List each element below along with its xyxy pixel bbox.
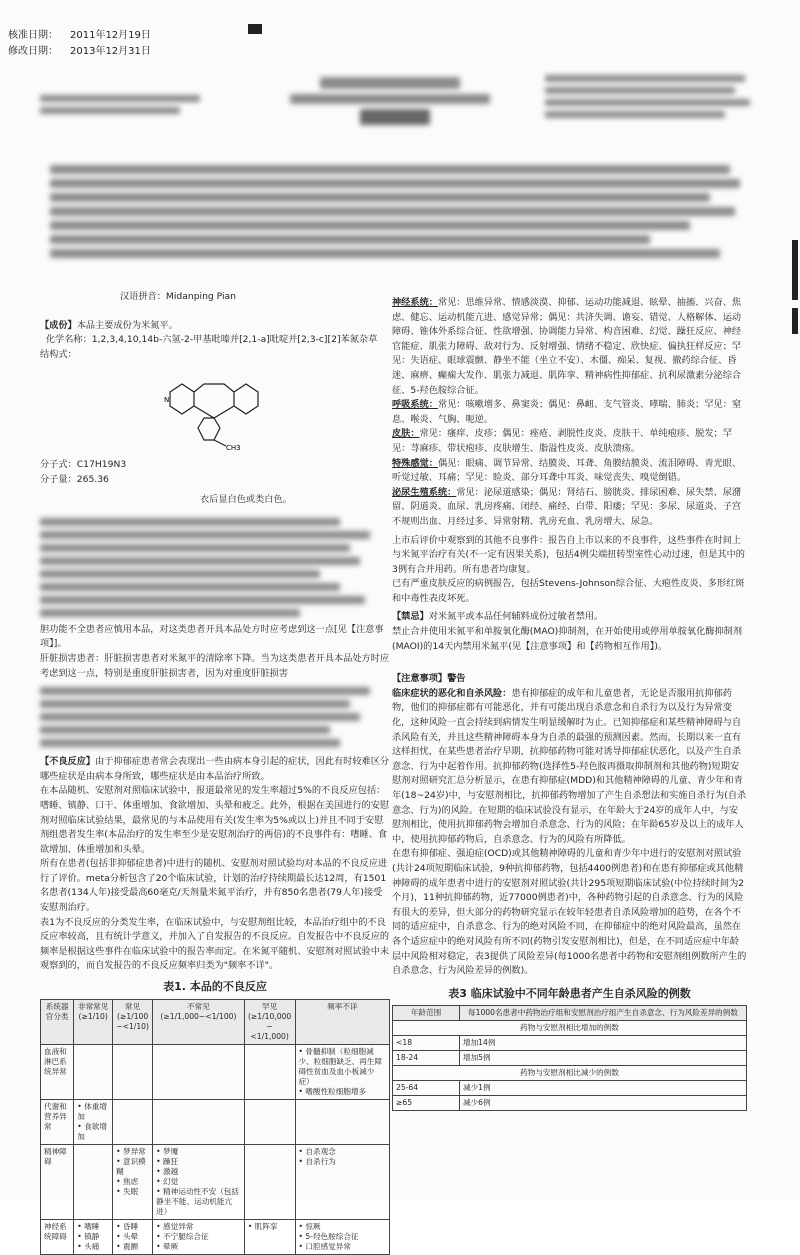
adverse-by-system bbox=[392, 296, 747, 530]
table-cell bbox=[74, 1144, 113, 1219]
table-header-cell: 常见 (≥1/100 ~<1/10) bbox=[113, 999, 153, 1044]
system-adverse-entry bbox=[392, 486, 747, 530]
redacted-block bbox=[40, 518, 390, 617]
chemical-name: 化学名称：1,2,3,4,10,14b-六氢-2-甲基吡嗪并[2,1-a]吡啶并[2,3-c][2]苯氮杂草 bbox=[45, 334, 378, 346]
table-cell: 减少1例 bbox=[460, 1081, 747, 1096]
system-label: 呼吸系统： bbox=[392, 399, 438, 411]
document-header bbox=[8, 28, 151, 60]
appearance-fragment: 衣后显白色或类白色。 bbox=[200, 494, 292, 506]
system-label: 神经系统： bbox=[392, 297, 438, 308]
table-cell: • 骨髓抑制（粒细胞减少、粒细胞缺乏、再生障碍性贫血及血小板减少症） • 嗜酸性粒细胞增多 bbox=[295, 1044, 390, 1099]
structure-label: 结构式： bbox=[40, 348, 77, 360]
structural-formula bbox=[160, 362, 270, 452]
adverse-p2: 在本品随机、安慰剂对照临床试验中，报道最常见的发生率超过5%的不良反应包括：嗜睡、镇静、口干、体重增加、食欲增加、头晕和疲乏。此外，根据在美国进行的安慰剂对照临床试验结果，最常见的与本品使用有关(发生率为5%或以上)并且不同于安慰剂组患者发生率(本品治疗的发生率至少是安慰剂治疗的两倍)的不良事件有：嗜睡、食欲增加、体重增加和头晕。 bbox=[40, 785, 390, 855]
system-label: 特殊感觉： bbox=[392, 457, 438, 469]
table-cell bbox=[153, 1044, 245, 1099]
hepatic-note-1: 胆功能不全患者应慎用本品，对这类患者开具本品处方时应考虑到这一点[见【注意事项】]。 bbox=[40, 623, 384, 650]
table-cell bbox=[113, 1099, 153, 1144]
precautions-heading: 【注意事项】警告 bbox=[392, 673, 466, 685]
approval-date-line: 核准日期： 2011年12月19日 bbox=[8, 30, 151, 41]
table-cell: <18 bbox=[393, 1036, 460, 1051]
adverse-p4: 表1为不良反应的分类发生率，在临床试验中，与安慰剂组比较，本品治疗组中的不良反应率较高，且有统计学意义，并加入了自发报告的不良反应。自发报告中不良反应的频率是根据这些事件在临床试验中的报告率而定。在米氮平随机、安慰剂对照试验中未观察到的，而自发报告的不良反应频率归类为"频率不详"。 bbox=[40, 916, 390, 972]
table-cell: 25-64 bbox=[393, 1081, 460, 1096]
system-text: 常见：咳嗽增多、鼻窦炎；偶见：鼻衄、支气管炎、哮喘、肺炎；罕见：窒息、喉炎、气胸、呃逆。 bbox=[392, 399, 742, 425]
table-row bbox=[41, 1099, 390, 1144]
suicide-risk-table bbox=[392, 1005, 747, 1111]
table-cell: 减少6例 bbox=[460, 1096, 747, 1111]
edge-mark bbox=[792, 308, 798, 334]
edge-mark bbox=[792, 240, 798, 300]
svg-text:N: N bbox=[164, 396, 170, 405]
revision-date-line: 修改日期： 2013年12月31日 bbox=[8, 46, 151, 57]
system-adverse-entry bbox=[392, 457, 747, 486]
left-column bbox=[40, 290, 390, 1255]
precautions-p2: 在患有抑郁症、强迫症(OCD)或其他精神障碍的儿童和青少年中进行的安慰剂对照试验(共计24项短期临床试验，9种抗抑郁药物，包括4400例患者)和在患有抑郁症或其他精神障碍的成年患者中进行的安慰剂对照试验(共计295项短期临床试验(中位持续时间为2个月)，11种抗抑郁药物，近77000例患者)中，各种药物引起的自杀意念、行为的风险有很大的差异，但大部分的药物研究显示在较年轻患者自杀风险增加的趋势，在各个不同的适应症中，自杀意念、行为的绝对风险不同，在抑郁症中的绝对风险最高，虽然在各个适应症中的绝对风险有所不同(药物引发安慰剂相比)，但是，在不同适应症中年龄层中风险相对稳定，表3提供了风险差异(每1000名患者中药物和安慰剂组例数所产生的自杀意念、行为风险差异的例数)。 bbox=[392, 848, 747, 977]
system-label: 皮肤： bbox=[392, 428, 420, 440]
table-cell: 血液和淋巴系统异常 bbox=[41, 1044, 74, 1099]
precautions-p1: 临床症状的恶化和自杀风险：患有抑郁症的成年和儿童患者，无论是否服用抗抑郁药物，他们的抑郁症都有可能恶化，并有可能出现自杀意念和自杀行为以及行为异常变化，这种风险一直会持续到病情发生明显缓解时为止。已知抑郁症和某些精神障碍与自杀风险有关，并且这些精神障碍本身为自杀的最强的预测因素。然而，长期以来一直有这样担忧，在某些患者治疗早期，抗抑郁药物可能对诱导抑郁症状恶化，以及产生自杀意念、行为中起着作用。抗抑郁药物(选择性5-羟色胺再摄取抑制剂和其他药物)短期安慰剂对照研究汇总分析显示，在患有抑郁症(MDD)和其他精神障碍的儿童、青少年和青年(18~24岁)中，与安慰剂相比，抗抑郁药物增加了产生自杀想法和实施自杀行为(自杀意念、行为)的风险。在短期的临床试验没有显示，在年龄大于24岁的成年人中，与安慰剂相比，使用抗抑郁药物会增加自杀意念、行为的风险；在年龄65岁及以上的成年人中，使用抗抑郁药物后，自杀意念、行为的风险有所降低。 bbox=[392, 687, 747, 845]
table-cell: 代谢和营养异常 bbox=[41, 1099, 74, 1144]
table1-caption: 表1. 本品的不良反应 bbox=[163, 980, 267, 994]
table-header-cell: 罕见 (≥1/10,000 ~<1/1,000) bbox=[244, 999, 295, 1044]
pinyin-name: 汉语拼音：Midanping Pian bbox=[120, 291, 237, 302]
table-cell: 增加14例 bbox=[460, 1036, 747, 1051]
registration-mark bbox=[248, 24, 262, 34]
table-row bbox=[393, 1096, 747, 1111]
table3-caption: 表3 临床试验中不同年龄患者产生自杀风险的例数 bbox=[448, 986, 691, 1000]
hepatic-note-2: 肝脏损害患者：肝脏损害患者对米氮平的清除率下降。当为这类患者开具本品处方时应考虑到这一点，特别是重度肝脏损害者，因为对重度肝脏损害 bbox=[40, 652, 390, 679]
table-cell bbox=[244, 1144, 295, 1219]
system-adverse-entry bbox=[392, 398, 747, 427]
adverse-reactions-table bbox=[40, 999, 390, 1255]
adverse-p1: 【不良反应】由于抑郁症患者常会表现出一些由病本身引起的症状，因此有时较难区分哪些症状是由病本身所致，哪些症状是由本品治疗所致。 bbox=[40, 756, 390, 782]
table-cell: • 嗜睡 • 镇静 • 头痛 bbox=[74, 1219, 113, 1254]
table-cell: • 肌阵挛 bbox=[244, 1219, 295, 1254]
table-cell bbox=[244, 1099, 295, 1144]
table-cell bbox=[153, 1099, 245, 1144]
table-cell bbox=[113, 1044, 153, 1099]
table-row bbox=[393, 1081, 747, 1096]
table-cell: • 惊厥 • 5-羟色胺综合征 • 口腔感觉异常 bbox=[295, 1219, 390, 1254]
table-header-cell: 非常常见 (≥1/10) bbox=[74, 999, 113, 1044]
table-header-cell: 系统器官分类 bbox=[41, 999, 74, 1044]
table-header-cell: 每1000名患者中药物治疗组和安慰剂治疗组产生自杀意念、行为风险差异的例数 bbox=[460, 1006, 747, 1021]
table-header-cell: 频率不详 bbox=[295, 999, 390, 1044]
table-cell: 18-24 bbox=[393, 1051, 460, 1066]
table-cell: • 昏睡 • 头晕 • 震颤 bbox=[113, 1219, 153, 1254]
redacted-left-corner bbox=[40, 90, 240, 119]
molecular-weight: 分子量：265.36 bbox=[40, 473, 109, 485]
table-cell bbox=[74, 1044, 113, 1099]
table-subheader-cell: 药物与安慰剂相比增加的例数 bbox=[393, 1021, 747, 1036]
table-row bbox=[41, 1044, 390, 1099]
table-cell: • 体重增加 • 食欲增加 bbox=[74, 1099, 113, 1144]
adverse-p3: 所有在患者(包括非抑郁症患者)中进行的随机、安慰剂对照试验均对本品的不良反应进行了评价。meta分析包含了20个临床试验，计划的治疗持续期最长达12周，有1501名患者(134人年)接受最高60毫克/天剂量米氮平治疗，并有850名患者(79人年)接受安慰剂治疗。 bbox=[40, 858, 388, 914]
contraindication-1: 【禁忌】对米氮平或本品任何辅料成份过敏者禁用。 bbox=[392, 611, 604, 623]
right-column bbox=[392, 296, 747, 1111]
table-row bbox=[393, 1066, 747, 1081]
redacted-block bbox=[40, 687, 390, 747]
skin-reaction-note: 已有严重皮肤反应的病例报告，包括Stevens-Johnson综合征、大疱性皮炎、多形红斑和中毒性表皮坏死。 bbox=[392, 578, 745, 604]
table-cell: 神经系统障碍 bbox=[41, 1219, 74, 1254]
table-cell: ≥65 bbox=[393, 1096, 460, 1111]
system-text: 常见：泌尿道感染；偶见：肾结石、膀胱炎、排尿困难、尿失禁、尿潴留、阴道炎、血尿、乳房疼痛、闭经、痛经、白带、阳痿；罕见：多尿、尿道炎、子宫不规则出血、月经过多、异常射精、乳房充血、乳房增大、尿急。 bbox=[392, 486, 742, 527]
table-cell: • 自杀观念 • 自杀行为 bbox=[295, 1144, 390, 1219]
postmarketing-note: 上市后评价中观察到的其他不良事件：报告自上市以来的不良事件，这些事件在时间上与米氮平治疗有关(不一定有因果关系)，包括4例尖端扭转型室性心动过速，但是其中的3例有合并用药。所有患者均康复。 bbox=[392, 534, 745, 575]
system-adverse-entry bbox=[392, 427, 747, 456]
table-cell: 精神障碍 bbox=[41, 1144, 74, 1219]
table-row bbox=[41, 1219, 390, 1254]
approval-date: 2011年12月19日 bbox=[70, 30, 151, 41]
table-cell bbox=[295, 1099, 390, 1144]
table-header-cell: 年龄范围 bbox=[393, 1006, 460, 1021]
table-cell bbox=[244, 1044, 295, 1099]
system-text: 常见：思维异常、情感淡漠、抑郁、运动功能减退、眩晕、抽搐、兴奋、焦虑、健忘、运动机能亢进、感觉异常；偶见：共济失调、谵妄、错觉、人格解体、运动障碍、锥体外系综合征、性欲增强、协调能力异常、构音困难、幻觉、躁狂反应、神经官能症、肌张力障碍、敌对行为、反射增强、情绪不稳定、欣快症、偏执狂样反应；罕见：失语症、眼球震颤、静坐不能（坐立不安）、木僵、痴呆、复视、撤药综合征、昏迷、麻痹、癫痫大发作、肌张力减退、肌阵挛、精神病性抑郁症、抗利尿激素分泌综合征、5-羟色胺综合征。 bbox=[392, 297, 742, 396]
system-label: 泌尿生殖系统： bbox=[392, 486, 457, 498]
system-text: 常见：瘙痒、皮疹；偶见：痤疮、剥脱性皮炎、皮肤干、单纯疱疹、脱发；罕见：荨麻疹、带状疱疹、皮肤增生、脂溢性皮炎、皮肤溃疡。 bbox=[392, 428, 732, 454]
redacted-right-corner bbox=[545, 70, 755, 123]
revision-date: 2013年12月31日 bbox=[70, 46, 151, 57]
svg-text:CH3: CH3 bbox=[226, 444, 241, 453]
system-adverse-entry bbox=[392, 296, 747, 398]
composition-line: 【成份】本品主要成份为米氮平。 bbox=[40, 319, 178, 331]
table-row bbox=[393, 1021, 747, 1036]
redacted-title-block bbox=[280, 72, 510, 130]
table-row bbox=[393, 1051, 747, 1066]
system-text: 偶见：眼痛、调节异常、结膜炎、耳聋、角膜结膜炎、流泪障碍、青光眼、听觉过敏、耳痛；罕见：睑炎、部分耳聋中耳炎、味觉丧失、嗅觉倒错。 bbox=[392, 457, 742, 484]
table-header-row bbox=[393, 1006, 747, 1021]
table-row bbox=[41, 1144, 390, 1219]
contraindication-2: 禁止合并使用米氮平和单胺氧化酶(MAO)抑制剂，在开始使用或停用单胺氧化酶抑制剂(MAOI)的14天内禁用米氮平(见【注意事项】和【药物相互作用】)。 bbox=[392, 626, 743, 652]
table-cell: • 感觉异常 • 不宁腿综合征 • 晕厥 bbox=[153, 1219, 245, 1254]
table-row bbox=[393, 1036, 747, 1051]
molecular-formula: 分子式：C17H19N3 bbox=[40, 458, 127, 470]
table-header-cell: 不常见 (≥1/1,000~<1/100) bbox=[153, 999, 245, 1044]
table-cell: • 梦魇 • 躁狂 • 激越 • 幻觉 • 精神运动性不安（包括静坐不能、运动机能亢进） bbox=[153, 1144, 245, 1219]
table-subheader-cell: 药物与安慰剂相比减少的例数 bbox=[393, 1066, 747, 1081]
table-cell: 增加5例 bbox=[460, 1051, 747, 1066]
redacted-paragraphs bbox=[50, 160, 750, 263]
table-header-row bbox=[41, 999, 390, 1044]
table-cell: • 梦异常 • 意识模糊 • 焦虑 • 失眠 bbox=[113, 1144, 153, 1219]
